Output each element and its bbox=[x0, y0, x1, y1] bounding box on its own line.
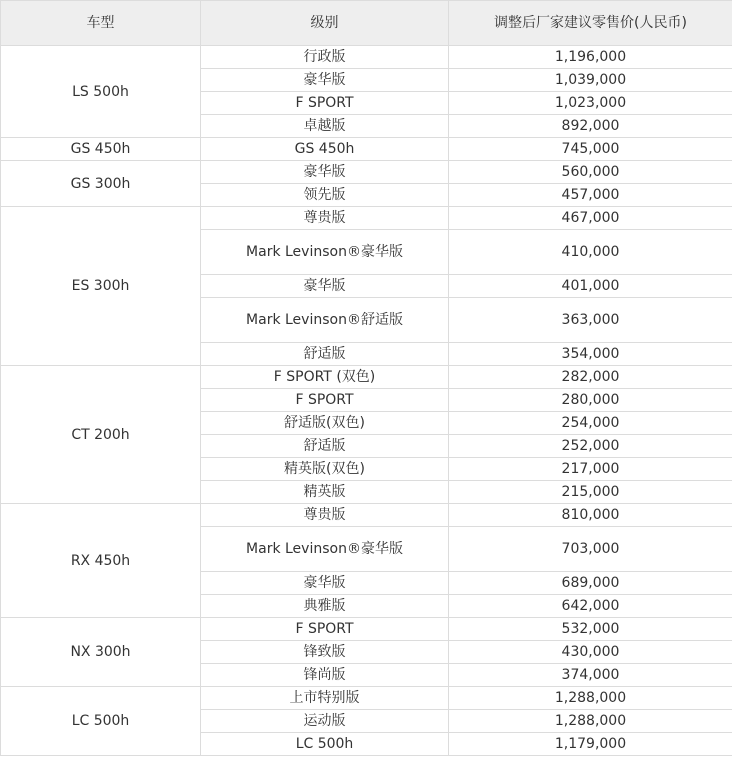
grade-cell: F SPORT bbox=[201, 92, 449, 115]
table-row bbox=[1, 161, 732, 184]
price-cell: 401,000 bbox=[449, 275, 732, 298]
price-cell: 689,000 bbox=[449, 572, 732, 595]
price-cell: 1,179,000 bbox=[449, 733, 732, 756]
grade-cell: F SPORT (双色) bbox=[201, 366, 449, 389]
grade-cell: 豪华版 bbox=[201, 275, 449, 298]
grade-cell: Mark Levinson®豪华版 bbox=[201, 230, 449, 275]
grade-cell: 舒适版 bbox=[201, 343, 449, 366]
grade-cell: 舒适版(双色) bbox=[201, 412, 449, 435]
price-cell: 252,000 bbox=[449, 435, 732, 458]
price-cell: 430,000 bbox=[449, 641, 732, 664]
price-cell: 810,000 bbox=[449, 504, 732, 527]
table-row bbox=[1, 366, 732, 389]
grade-cell: Mark Levinson®舒适版 bbox=[201, 298, 449, 343]
price-cell: 1,196,000 bbox=[449, 46, 732, 69]
price-cell: 642,000 bbox=[449, 595, 732, 618]
grade-cell: 尊贵版 bbox=[201, 504, 449, 527]
price-cell: 1,039,000 bbox=[449, 69, 732, 92]
price-cell: 282,000 bbox=[449, 366, 732, 389]
grade-cell: 领先版 bbox=[201, 184, 449, 207]
price-cell: 457,000 bbox=[449, 184, 732, 207]
grade-cell: 豪华版 bbox=[201, 161, 449, 184]
table-row bbox=[1, 138, 732, 161]
grade-cell: LC 500h bbox=[201, 733, 449, 756]
table-row bbox=[1, 687, 732, 710]
price-cell: 532,000 bbox=[449, 618, 732, 641]
grade-cell: 精英版(双色) bbox=[201, 458, 449, 481]
price-cell: 1,023,000 bbox=[449, 92, 732, 115]
price-cell: 1,288,000 bbox=[449, 687, 732, 710]
grade-cell: 锋致版 bbox=[201, 641, 449, 664]
grade-cell: 豪华版 bbox=[201, 69, 449, 92]
price-cell: 703,000 bbox=[449, 527, 732, 572]
model-cell: GS 300h bbox=[1, 161, 201, 207]
table-row bbox=[1, 618, 732, 641]
header-grade: 级别 bbox=[201, 1, 449, 46]
grade-cell: 锋尚版 bbox=[201, 664, 449, 687]
price-cell: 1,288,000 bbox=[449, 710, 732, 733]
grade-cell: 尊贵版 bbox=[201, 207, 449, 230]
model-cell: LS 500h bbox=[1, 46, 201, 138]
price-cell: 215,000 bbox=[449, 481, 732, 504]
price-cell: 410,000 bbox=[449, 230, 732, 275]
header-row bbox=[1, 1, 732, 46]
grade-cell: F SPORT bbox=[201, 618, 449, 641]
model-cell: CT 200h bbox=[1, 366, 201, 504]
price-cell: 467,000 bbox=[449, 207, 732, 230]
model-cell: NX 300h bbox=[1, 618, 201, 687]
grade-cell: F SPORT bbox=[201, 389, 449, 412]
model-cell: LC 500h bbox=[1, 687, 201, 756]
model-cell: GS 450h bbox=[1, 138, 201, 161]
table-header bbox=[1, 1, 732, 46]
price-cell: 745,000 bbox=[449, 138, 732, 161]
price-cell: 560,000 bbox=[449, 161, 732, 184]
grade-cell: Mark Levinson®豪华版 bbox=[201, 527, 449, 572]
header-price: 调整后厂家建议零售价(人民币) bbox=[449, 1, 732, 46]
grade-cell: 精英版 bbox=[201, 481, 449, 504]
table-row bbox=[1, 207, 732, 230]
price-cell: 374,000 bbox=[449, 664, 732, 687]
price-cell: 280,000 bbox=[449, 389, 732, 412]
table-body bbox=[1, 46, 732, 756]
model-cell: ES 300h bbox=[1, 207, 201, 366]
price-cell: 354,000 bbox=[449, 343, 732, 366]
grade-cell: GS 450h bbox=[201, 138, 449, 161]
price-cell: 217,000 bbox=[449, 458, 732, 481]
model-cell: RX 450h bbox=[1, 504, 201, 618]
grade-cell: 上市特别版 bbox=[201, 687, 449, 710]
price-cell: 892,000 bbox=[449, 115, 732, 138]
grade-cell: 典雅版 bbox=[201, 595, 449, 618]
grade-cell: 舒适版 bbox=[201, 435, 449, 458]
table-row bbox=[1, 46, 732, 69]
grade-cell: 运动版 bbox=[201, 710, 449, 733]
header-model: 车型 bbox=[1, 1, 201, 46]
grade-cell: 豪华版 bbox=[201, 572, 449, 595]
price-cell: 363,000 bbox=[449, 298, 732, 343]
price-cell: 254,000 bbox=[449, 412, 732, 435]
grade-cell: 卓越版 bbox=[201, 115, 449, 138]
grade-cell: 行政版 bbox=[201, 46, 449, 69]
table-row bbox=[1, 504, 732, 527]
